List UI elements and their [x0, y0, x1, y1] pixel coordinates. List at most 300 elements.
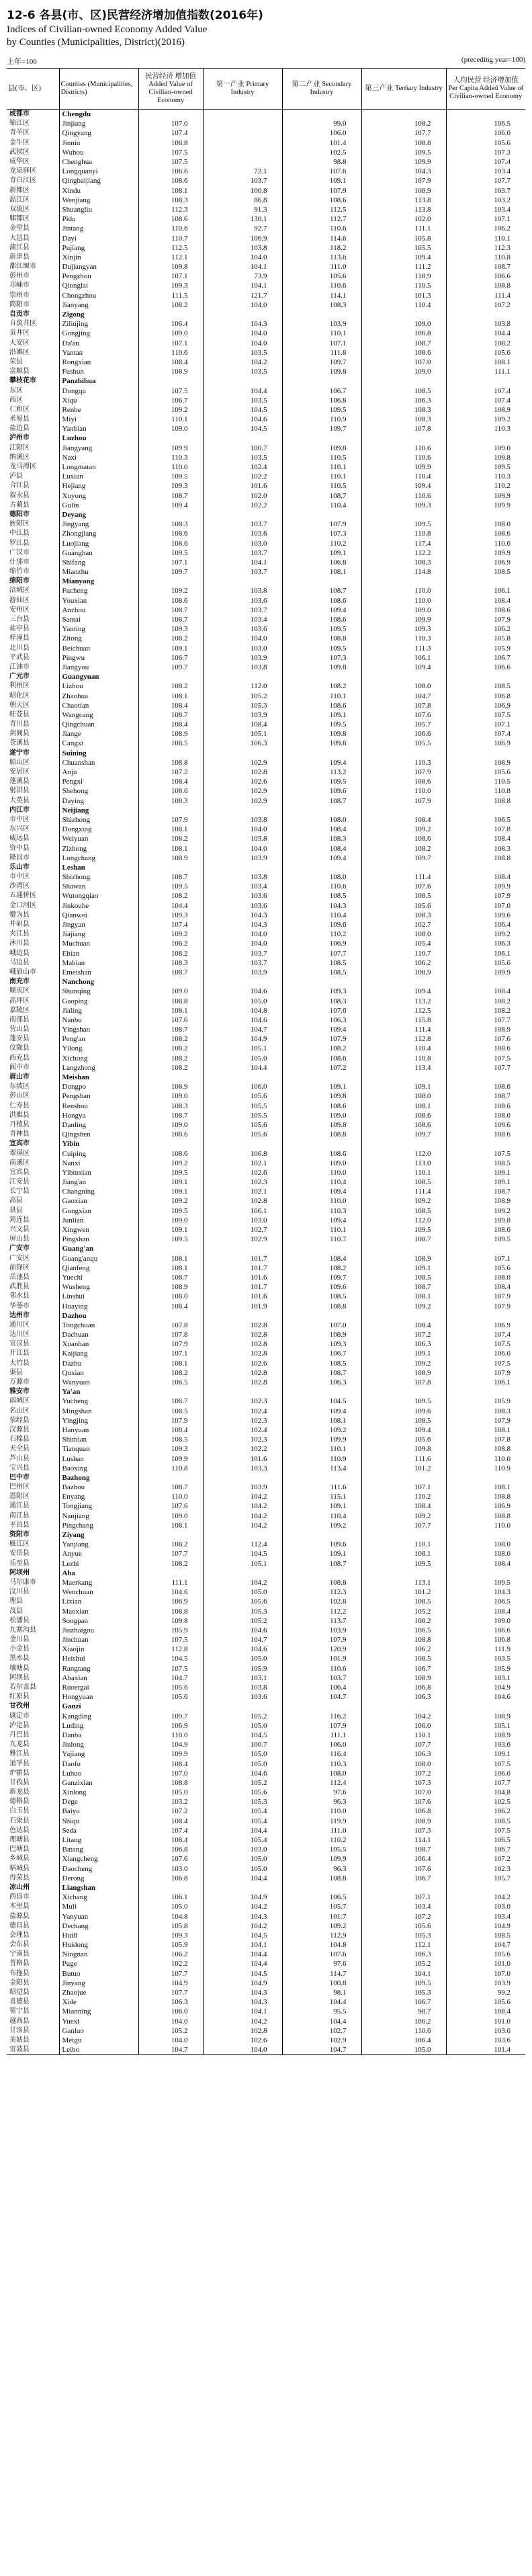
- cell-tertiary: [361, 672, 446, 681]
- cell-secondary: 120.9: [282, 1645, 361, 1654]
- cell-tertiary: 112.1: [361, 1940, 446, 1950]
- cell-added-value: 107.6: [138, 1015, 203, 1025]
- cell-tertiary: 114.8: [361, 567, 446, 577]
- table-row: [7, 424, 525, 433]
- table-title-chinese: 12-6 各县(市、区)民营经济增加值指数(2016年): [7, 9, 263, 22]
- cell-tertiary: 110.4: [361, 1044, 446, 1053]
- cell-tertiary: 106.3: [361, 1950, 446, 1959]
- cell-secondary: 104.7: [282, 1692, 361, 1702]
- cell-added-value: 108.0: [138, 1292, 203, 1301]
- cell-secondary: 109.6: [282, 1540, 361, 1549]
- table-group-row: [7, 1311, 525, 1321]
- cell-added-value: 107.5: [138, 1635, 203, 1645]
- cell-county-en: Litang: [59, 1835, 138, 1845]
- cell-secondary: 116.2: [282, 1712, 361, 1721]
- cell-county-zh: 阿坝州: [9, 1569, 30, 1577]
- cell-tertiary: 101.2: [361, 1587, 446, 1597]
- cell-secondary: 101.9: [282, 1654, 361, 1663]
- cell-tertiary: 113.0: [361, 1159, 446, 1168]
- cell-tertiary: 109.1: [361, 1349, 446, 1358]
- cell-primary: [203, 1569, 282, 1578]
- cell-county-en: Jianyang: [59, 300, 138, 310]
- cell-tertiary: 108.0: [361, 1091, 446, 1101]
- cell-county-en: Xinjin: [59, 253, 138, 262]
- cell-tertiary: 108.9: [361, 1254, 446, 1263]
- header-county-zh: 县(市、区): [7, 69, 59, 110]
- cell-primary: 102.2: [203, 501, 282, 510]
- cell-county-en: Luxian: [59, 472, 138, 481]
- cell-per-capita: 110.6: [446, 538, 525, 548]
- cell-secondary: 109.2: [282, 1521, 361, 1530]
- cell-per-capita: 104.9: [446, 1921, 525, 1931]
- cell-per-capita: 107.9: [446, 1301, 525, 1311]
- cell-county-en: Deyang: [59, 510, 138, 520]
- cell-county-en: Shuangliu: [59, 205, 138, 214]
- cell-county-zh: 喜德县: [9, 1998, 30, 2006]
- cell-county-en: Neijiang: [59, 806, 138, 815]
- cell-tertiary: 110.6: [361, 453, 446, 462]
- cell-county-zh: 茂县: [9, 1607, 23, 1615]
- table-row: [7, 2045, 525, 2055]
- cell-secondary: 102.7: [282, 2026, 361, 2036]
- cell-primary: 105.5: [203, 1111, 282, 1120]
- cell-tertiary: [361, 310, 446, 319]
- cell-secondary: 109.5: [282, 777, 361, 786]
- cell-county-zh: 盐源县: [9, 1912, 30, 1920]
- cell-added-value: 106.0: [138, 2007, 203, 2016]
- cell-county-en: Xuanhan: [59, 1339, 138, 1349]
- cell-added-value: 109.7: [138, 567, 203, 577]
- cell-primary: 92.7: [203, 224, 282, 233]
- cell-per-capita: 108.5: [446, 567, 525, 577]
- cell-secondary: 108.6: [282, 701, 361, 710]
- cell-secondary: 110.5: [282, 453, 361, 462]
- cell-county-zh: 黑水县: [9, 1655, 30, 1663]
- cell-county-en: Muchuan: [59, 939, 138, 948]
- cell-added-value: 109.2: [138, 1196, 203, 1206]
- cell-primary: 104.0: [203, 825, 282, 834]
- cell-added-value: 107.0: [138, 1769, 203, 1778]
- cell-tertiary: 107.9: [361, 796, 446, 806]
- cell-tertiary: 110.8: [361, 529, 446, 538]
- cell-primary: 103.6: [203, 596, 282, 606]
- table-row: [7, 1549, 525, 1559]
- cell-tertiary: 109.4: [361, 1425, 446, 1435]
- cell-tertiary: 106.3: [361, 1749, 446, 1759]
- cell-county-en: Wanyuan: [59, 1378, 138, 1387]
- table-row: [7, 186, 525, 196]
- table-row: [7, 281, 525, 290]
- cell-added-value: 107.7: [138, 1988, 203, 1997]
- cell-secondary: 109.9: [282, 1435, 361, 1444]
- cell-tertiary: [361, 110, 446, 120]
- cell-tertiary: 109.4: [361, 663, 446, 672]
- cell-primary: 104.3: [203, 1911, 282, 1921]
- cell-added-value: 108.2: [138, 681, 203, 691]
- cell-tertiary: 109.7: [361, 854, 446, 863]
- cell-per-capita: 108.7: [446, 1091, 525, 1101]
- cell-added-value: [138, 110, 203, 120]
- cell-county-zh: 荣县: [9, 358, 23, 366]
- cell-added-value: 108.6: [138, 538, 203, 548]
- cell-per-capita: 103.1: [446, 1673, 525, 1683]
- cell-primary: 103.6: [203, 901, 282, 911]
- table-row: [7, 1692, 525, 1702]
- cell-primary: 105.2: [203, 1778, 282, 1788]
- cell-county-zh: 内江市: [9, 806, 30, 814]
- cell-added-value: 109.9: [138, 1749, 203, 1759]
- cell-county-zh: 武侯区: [9, 148, 30, 156]
- cell-secondary: 113.2: [282, 767, 361, 777]
- table-row: [7, 777, 525, 786]
- cell-secondary: 109.7: [282, 358, 361, 367]
- cell-county-zh: 通川区: [9, 1321, 30, 1329]
- cell-tertiary: 110.5: [361, 281, 446, 290]
- cell-tertiary: 108.9: [361, 1817, 446, 1826]
- cell-tertiary: 110.6: [361, 2026, 446, 2036]
- cell-added-value: 109.5: [138, 548, 203, 558]
- cell-secondary: 107.9: [282, 186, 361, 196]
- cell-tertiary: 110.3: [361, 758, 446, 767]
- cell-secondary: 108.7: [282, 491, 361, 501]
- cell-county-en: Gaoping: [59, 996, 138, 1005]
- cell-county-en: Da'an: [59, 339, 138, 348]
- cell-added-value: 109.3: [138, 1444, 203, 1454]
- table-row: [7, 224, 525, 233]
- cell-tertiary: 109.1: [361, 1263, 446, 1273]
- cell-added-value: 108.5: [138, 1407, 203, 1416]
- cell-secondary: 109.5: [282, 644, 361, 653]
- cell-primary: [203, 510, 282, 520]
- cell-county-zh: 康定市: [9, 1712, 30, 1720]
- cell-secondary: 114.7: [282, 1969, 361, 1979]
- cell-primary: 106.3: [203, 739, 282, 748]
- cell-added-value: 111.5: [138, 291, 203, 300]
- cell-tertiary: 108.6: [361, 777, 446, 786]
- cell-primary: 104.0: [203, 929, 282, 939]
- table-group-row: [7, 1473, 525, 1483]
- cell-tertiary: 106.1: [361, 653, 446, 663]
- cell-county-en: Derong: [59, 1874, 138, 1883]
- cell-county-zh: 冕宁县: [9, 2007, 30, 2016]
- cell-tertiary: [361, 433, 446, 443]
- table-row: [7, 348, 525, 358]
- cell-secondary: 98.1: [282, 1988, 361, 1997]
- cell-county-en: Chuanshan: [59, 758, 138, 767]
- cell-tertiary: 108.9: [361, 968, 446, 977]
- cell-county-en: Yuexi: [59, 2017, 138, 2026]
- cell-secondary: 95.5: [282, 2007, 361, 2016]
- cell-primary: 103.0: [203, 1845, 282, 1854]
- cell-county-zh: 石棉县: [9, 1436, 30, 1444]
- table-row: [7, 405, 525, 415]
- cell-primary: 103.1: [203, 1673, 282, 1683]
- cell-added-value: 109.8: [138, 262, 203, 272]
- cell-per-capita: 108.0: [446, 1540, 525, 1549]
- cell-per-capita: 106.7: [446, 1845, 525, 1854]
- cell-tertiary: 109.5: [361, 1397, 446, 1406]
- cell-tertiary: 114.1: [361, 1835, 446, 1845]
- cell-primary: 102.8: [203, 1196, 282, 1206]
- cell-tertiary: 112.8: [361, 1034, 446, 1044]
- cell-primary: 91.3: [203, 205, 282, 214]
- cell-county-en: Xinlong: [59, 1788, 138, 1797]
- cell-added-value: 106.7: [138, 653, 203, 663]
- cell-county-zh: 九龙县: [9, 1741, 30, 1749]
- cell-secondary: [282, 1473, 361, 1483]
- cell-primary: 104.4: [203, 1826, 282, 1835]
- cell-added-value: 109.1: [138, 1187, 203, 1196]
- cell-county-zh: 宣汉县: [9, 1340, 30, 1348]
- cell-secondary: 108.5: [282, 891, 361, 901]
- cell-added-value: 107.9: [138, 1416, 203, 1425]
- cell-primary: 104.6: [203, 987, 282, 996]
- cell-per-capita: 108.5: [446, 1931, 525, 1940]
- cell-primary: 105.0: [203, 996, 282, 1005]
- table-row: [7, 1120, 525, 1130]
- cell-primary: 102.3: [203, 1177, 282, 1187]
- cell-secondary: 109.8: [282, 1120, 361, 1130]
- cell-tertiary: 109.3: [361, 624, 446, 634]
- cell-county-en: Gongjing: [59, 329, 138, 338]
- cell-primary: 86.8: [203, 196, 282, 205]
- cell-county-zh: 东区: [9, 386, 23, 394]
- cell-added-value: 110.0: [138, 1731, 203, 1740]
- cell-primary: 103.0: [203, 538, 282, 548]
- cell-primary: [203, 128, 282, 138]
- table-row: [7, 958, 525, 968]
- cell-county-zh: 江安县: [9, 1178, 30, 1186]
- table-row: [7, 128, 525, 138]
- table-row: [7, 796, 525, 806]
- table-row: [7, 606, 525, 615]
- cell-primary: 102.8: [203, 2026, 282, 2036]
- table-row: [7, 262, 525, 272]
- table-row: [7, 1321, 525, 1330]
- table-row: [7, 1378, 525, 1387]
- cell-county-en: Nanchong: [59, 977, 138, 987]
- cell-primary: 102.4: [203, 1425, 282, 1435]
- cell-county-en: Tongjiang: [59, 1501, 138, 1511]
- cell-county-en: Qianwei: [59, 911, 138, 920]
- cell-county-zh: 金口河区: [9, 901, 36, 909]
- cell-per-capita: 108.6: [446, 529, 525, 538]
- table-row: [7, 1359, 525, 1368]
- cell-secondary: 112.7: [282, 214, 361, 224]
- cell-added-value: 110.1: [138, 415, 203, 424]
- cell-per-capita: 109.9: [446, 882, 525, 891]
- cell-per-capita: 107.4: [446, 1330, 525, 1339]
- cell-added-value: 108.3: [138, 196, 203, 205]
- cell-county-zh: 龙泉驿区: [9, 167, 36, 175]
- cell-county-en: Xiaojin: [59, 1645, 138, 1654]
- cell-county-zh: 井研县: [9, 921, 30, 929]
- cell-secondary: 109.1: [282, 1549, 361, 1559]
- cell-secondary: 111.0: [282, 262, 361, 272]
- cell-primary: 105.0: [203, 1054, 282, 1063]
- cell-added-value: 109.1: [138, 644, 203, 653]
- cell-added-value: 108.7: [138, 710, 203, 720]
- cell-secondary: 110.2: [282, 538, 361, 548]
- table-row: [7, 119, 525, 128]
- table-row: [7, 663, 525, 672]
- table-row: [7, 415, 525, 424]
- cell-county-en: Dongpo: [59, 1082, 138, 1091]
- cell-added-value: 106.9: [138, 1597, 203, 1606]
- cell-per-capita: 106.8: [446, 1635, 525, 1645]
- cell-secondary: [282, 1569, 361, 1578]
- cell-added-value: 109.0: [138, 987, 203, 996]
- cell-secondary: 108.4: [282, 825, 361, 834]
- cell-per-capita: 108.4: [446, 1282, 525, 1292]
- table-row: [7, 167, 525, 176]
- cell-county-en: Jiangyou: [59, 663, 138, 672]
- cell-added-value: 108.4: [138, 358, 203, 367]
- cell-secondary: 110.1: [282, 472, 361, 481]
- table-row: [7, 1330, 525, 1339]
- table-row: [7, 843, 525, 853]
- cell-added-value: 106.9: [138, 1721, 203, 1731]
- table-row: [7, 815, 525, 825]
- cell-county-en: Shifang: [59, 558, 138, 567]
- cell-county-en: Yingjing: [59, 1416, 138, 1425]
- cell-primary: 102.8: [203, 1349, 282, 1358]
- table-row: [7, 739, 525, 748]
- cell-county-en: Ningnan: [59, 1950, 138, 1959]
- cell-per-capita: 108.9: [446, 1712, 525, 1721]
- cell-tertiary: 104.1: [361, 1969, 446, 1979]
- cell-county-zh: 市中区: [9, 873, 30, 881]
- table-group-row: [7, 577, 525, 586]
- cell-tertiary: 110.7: [361, 949, 446, 958]
- cell-per-capita: 106.6: [446, 663, 525, 672]
- table-row: [7, 2007, 525, 2016]
- cell-added-value: 107.8: [138, 1321, 203, 1330]
- cell-tertiary: 111.4: [361, 872, 446, 882]
- cell-per-capita: 109.6: [446, 911, 525, 920]
- cell-added-value: 108.2: [138, 1559, 203, 1569]
- cell-primary: 102.8: [203, 767, 282, 777]
- cell-added-value: 109.0: [138, 424, 203, 433]
- cell-secondary: 107.6: [282, 167, 361, 176]
- cell-county-zh: 简阳市: [9, 300, 30, 308]
- cell-secondary: 112.2: [282, 1606, 361, 1616]
- cell-primary: 105.3: [203, 1606, 282, 1616]
- cell-per-capita: 103.0: [446, 1902, 525, 1911]
- cell-county-en: Xiangcheng: [59, 1854, 138, 1864]
- table-row: [7, 1988, 525, 1997]
- cell-added-value: 108.3: [138, 958, 203, 968]
- cell-secondary: 109.8: [282, 739, 361, 748]
- cell-primary: [203, 863, 282, 872]
- table-row: [7, 1969, 525, 1979]
- table-group-row: [7, 376, 525, 386]
- cell-per-capita: 108.1: [446, 1425, 525, 1435]
- cell-per-capita: 108.4: [446, 987, 525, 996]
- cell-per-capita: 109.2: [446, 929, 525, 939]
- cell-county-en: Puge: [59, 1959, 138, 1968]
- cell-county-en: Yilong: [59, 1044, 138, 1053]
- cell-tertiary: 107.8: [361, 424, 446, 433]
- cell-secondary: 108.8: [282, 634, 361, 643]
- cell-county-zh: 攀枝花市: [9, 377, 36, 385]
- cell-county-zh: 乐至县: [9, 1559, 30, 1567]
- cell-secondary: 113.4: [282, 1464, 361, 1473]
- cell-secondary: 107.3: [282, 529, 361, 538]
- cell-secondary: 104.8: [282, 1940, 361, 1950]
- cell-added-value: 105.6: [138, 1692, 203, 1702]
- cell-county-zh: 德阳市: [9, 510, 30, 518]
- cell-secondary: 109.8: [282, 444, 361, 453]
- cell-added-value: 108.4: [138, 1759, 203, 1768]
- cell-primary: 105.2: [203, 1616, 282, 1626]
- cell-secondary: 108.3: [282, 300, 361, 310]
- cell-secondary: 102.5: [282, 148, 361, 157]
- cell-county-zh: 美姑县: [9, 2036, 30, 2044]
- cell-tertiary: [361, 1244, 446, 1253]
- cell-per-capita: 109.6: [446, 1120, 525, 1130]
- cell-county-en: Lushan: [59, 1454, 138, 1463]
- cell-primary: 104.0: [203, 300, 282, 310]
- cell-tertiary: 105.6: [361, 901, 446, 911]
- cell-secondary: 108.7: [282, 586, 361, 595]
- cell-county-en: Luhuo: [59, 1769, 138, 1778]
- cell-per-capita: 107.9: [446, 615, 525, 624]
- cell-per-capita: 105.8: [446, 634, 525, 643]
- cell-primary: 103.8: [203, 1683, 282, 1692]
- cell-tertiary: 110.0: [361, 596, 446, 606]
- cell-primary: 104.9: [203, 1034, 282, 1044]
- table-group-row: [7, 1387, 525, 1397]
- table-row: [7, 1034, 525, 1044]
- table-row: [7, 834, 525, 843]
- cell-primary: 103.6: [203, 529, 282, 538]
- cell-county-en: Huili: [59, 1931, 138, 1940]
- cell-county-zh: 名山区: [9, 1407, 30, 1415]
- cell-county-zh: 前锋区: [9, 1263, 30, 1272]
- cell-county-zh: 江油市: [9, 663, 30, 671]
- cell-county-zh: 巴塘县: [9, 1845, 30, 1854]
- cell-primary: 103.8: [203, 815, 282, 825]
- cell-secondary: 119.9: [282, 1817, 361, 1826]
- cell-county-zh: 广汉市: [9, 548, 30, 556]
- cell-per-capita: 108.3: [446, 1407, 525, 1416]
- cell-county-zh: 威远县: [9, 835, 30, 843]
- cell-county-en: Ruoergai: [59, 1683, 138, 1692]
- table-row: [7, 358, 525, 367]
- cell-per-capita: 106.0: [446, 128, 525, 138]
- cell-county-en: Rangtang: [59, 1664, 138, 1673]
- cell-secondary: 108.8: [282, 1301, 361, 1311]
- cell-county-en: Xichong: [59, 1054, 138, 1063]
- cell-tertiary: 115.8: [361, 1015, 446, 1025]
- cell-per-capita: 104.8: [446, 1788, 525, 1797]
- cell-added-value: 108.2: [138, 834, 203, 843]
- cell-added-value: 112.8: [138, 1645, 203, 1654]
- cell-county-zh: 盐亭县: [9, 625, 30, 633]
- table-row: [7, 291, 525, 300]
- cell-county-en: Batang: [59, 1845, 138, 1854]
- cell-per-capita: 106.8: [446, 691, 525, 700]
- cell-county-en: Dechang: [59, 1921, 138, 1931]
- cell-primary: 104.6: [203, 1015, 282, 1025]
- cell-tertiary: 106.3: [361, 1339, 446, 1349]
- cell-county-en: Changning: [59, 1187, 138, 1196]
- cell-county-en: Danling: [59, 1120, 138, 1130]
- cell-secondary: 110.4: [282, 911, 361, 920]
- cell-county-en: Lizhou: [59, 681, 138, 691]
- cell-county-en: Qingbaijiang: [59, 176, 138, 185]
